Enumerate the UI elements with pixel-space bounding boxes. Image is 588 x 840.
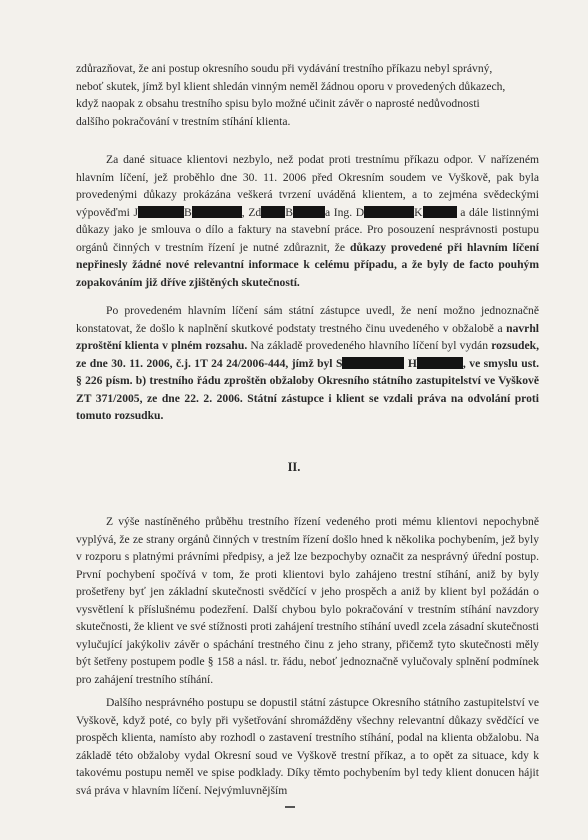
p4-line-5: trestní stíhání, aniž by byly prošetřeny byť jen základní skutečnosti svědčící v jeho prospěch a bbox=[76, 567, 539, 599]
redaction-block bbox=[417, 357, 463, 369]
paragraph-5 bbox=[76, 694, 539, 799]
p4-line-4: nesprávný úřední postup. První pochybení spočívá v tom, že proti klientovi bylo zahájeno bbox=[76, 550, 539, 581]
paragraph-4 bbox=[76, 513, 539, 688]
section-heading-II: II. bbox=[287, 460, 301, 474]
p3-bold-3: H bbox=[404, 356, 417, 370]
p2-bold-text: důkazy provedené při hlavním líčení nepřinesly žádné nové relevantní informace k celému případu, a že byly de facto pouhým zopakováním již dříve zjištěných skutečností. bbox=[76, 240, 540, 289]
redaction-block bbox=[138, 206, 184, 218]
p4-line-10: a násl. tr. řádu, neboť jednoznačně vylučovaly splnění podmínek pro zahájení trestního bbox=[76, 655, 539, 686]
p4-line-11: stíhání. bbox=[179, 672, 214, 686]
p5-line-3: důkazy svědčící ve prospěch klienta, namísto aby rozhodl o zastavení trestního stíhání, podal bbox=[76, 713, 539, 745]
p2-text-4: B bbox=[285, 205, 293, 219]
paragraph-2 bbox=[76, 151, 539, 291]
paragraph-3 bbox=[76, 302, 539, 425]
p1-line-2: neboť skutek, jímž byl klient shledán vinným neměl žádnou oporu v provedených důkazech, bbox=[76, 79, 506, 93]
redaction-block bbox=[364, 206, 414, 218]
p3-bold-4: , ve smyslu ust. § 226 písm. b) trestního řádu zproštěn obžaloby Okresního státního zastupitelství ve Vyškově ZT 371/2005, ze dne 22. 2. 2006. Státní zástupce i klient se vzdali práva na odvolání proti tomuto rozsudku. bbox=[76, 356, 539, 423]
p4-line-6: aniž by klient byl požádán o vysvětlení k příslušnému podezření. Další chybou bylo bbox=[76, 585, 539, 616]
p5-line-1: Dalšího nesprávného postupu se dopustil státní zástupce Okresního státního bbox=[106, 696, 461, 709]
redaction-block bbox=[261, 206, 285, 218]
p2-text-2: B bbox=[184, 205, 192, 219]
p4-line-2: nepochybně vyplývá, že ze strany orgánů činných v trestním řízení došlo hned k několika bbox=[76, 515, 539, 546]
redaction-block bbox=[342, 357, 404, 369]
p3-text-1: Po provedeném hlavním líčení sám státní zástupce uvedl, že není možno jednoznačně konstatovat, že došlo k naplnění skutkové podstaty trestného činu uvedeného v obžalobě a bbox=[76, 304, 539, 335]
p4-line-8: trestního stíhání uvedl zcela zásadní skutečnosti vylučující jakýkoliv závěr o spáchání bbox=[76, 620, 540, 651]
page-footer-mark bbox=[285, 806, 295, 808]
redaction-block bbox=[423, 206, 457, 218]
p4-line-9: trestného činu z jeho strany, přičemž tyto skutečnosti měly být šetřeny postupem podle § 158 bbox=[76, 637, 539, 669]
p4-line-3: pochybením, jež byly v rozporu s platnými právními předpisy, a jež lze bezpochyby označit za bbox=[76, 532, 539, 564]
p2-text-3: , Zd bbox=[241, 205, 262, 219]
p5-line-5: a to opět za situace, kdy k takovému postupu neměl ve spise podklady. Díky těmto bbox=[76, 748, 539, 780]
p1-line-1: zdůrazňovat, že ani postup okresního soudu při vydávání trestního příkazu nebyl správný, bbox=[76, 62, 493, 75]
p2-text-6: K bbox=[414, 205, 423, 219]
paragraph-1 bbox=[76, 60, 539, 130]
p2-text-7: a dále listinnými důkazy jako je smlouva o dílo a faktury na stavební práce. Pro posouzení nesprávnosti postupu orgánů činných v trestním řízení je nutné zdůraznit, že bbox=[76, 205, 539, 254]
p3-text-2: Na základě provedeného hlavního líčení byl vydán bbox=[247, 339, 492, 353]
p5-line-4: na klienta obžalobu. Na základě této obžaloby vydal Okresní soud ve Vyškově trestní příkaz, bbox=[76, 731, 540, 762]
p3-bold-1: navrhl zproštění klienta v plném rozsahu. bbox=[76, 321, 539, 353]
redaction-block bbox=[192, 206, 242, 218]
p4-line-7: pokračování v trestním stíhání navzdory skutečnosti, že klient ve své stížnosti proti zahájení bbox=[76, 602, 540, 634]
p4-line-1: Z výše nastíněného průběhu trestního řízení vedeného proti mému klientovi bbox=[106, 515, 478, 528]
p1-line-4: dalšího pokračování v trestním stíhání klienta. bbox=[76, 114, 291, 128]
p2-text-5: a Ing. D bbox=[324, 205, 365, 219]
redaction-block bbox=[293, 206, 325, 218]
p5-line-2: zastupitelství ve Vyškově, když poté, co byly při vyšetřování shromážděny všechny relevantní bbox=[76, 696, 539, 727]
p1-line-3: když naopak z obsahu trestního spisu bylo možné učinit závěr o naprosté nedůvodnosti bbox=[76, 97, 480, 111]
p2-text-1: Za dané situace klientovi nezbylo, než podat proti trestnímu příkazu odpor. V nařízeném hlavním líčení, jež proběhlo dne 30. 11. 2006 před Okresním soudem ve Vyškově, pak byla provedenými důkazy prokázána veškerá tvrzení uváděná klientem, a to zejména svědeckými výpověďmi J bbox=[76, 153, 539, 219]
p3-bold-2: rozsudek, ze dne 30. 11. 2006, č.j. 1T 24 24/2006-444, jímž byl S bbox=[76, 339, 539, 370]
p5-line-6: pochybením byl tedy klient donucen hájit svá práva v hlavním líčení. Nejvýmluvnějším bbox=[76, 766, 539, 797]
